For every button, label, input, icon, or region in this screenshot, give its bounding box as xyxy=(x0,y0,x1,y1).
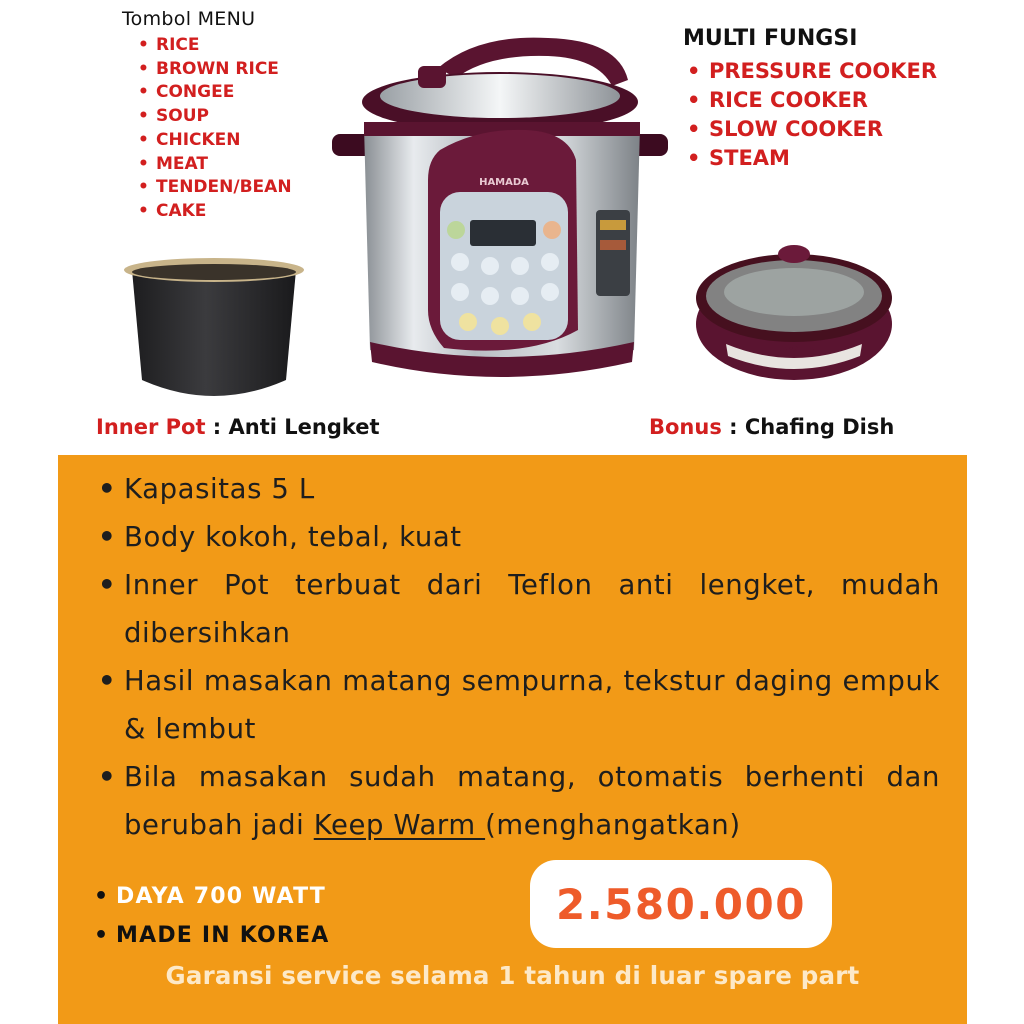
spec-list xyxy=(92,877,329,955)
keep-warm-text: Keep Warm xyxy=(313,809,486,841)
feature-item xyxy=(98,753,940,849)
feature-list xyxy=(98,465,940,849)
panel-button xyxy=(541,283,559,301)
lid-top xyxy=(380,74,620,118)
multi-function-title: MULTI FUNGSI xyxy=(683,26,858,51)
panel-button xyxy=(511,257,529,275)
inner-pot-opening xyxy=(132,264,296,280)
inner-pot-label: Inner Pot xyxy=(96,415,206,439)
panel-button xyxy=(451,283,469,301)
function-item: • PRESSURE COOKER xyxy=(685,57,937,86)
menu-item: • SOUP xyxy=(138,105,292,129)
inner-pot-caption xyxy=(96,415,380,439)
warranty-text: Garansi service selama 1 tahun di luar spare part xyxy=(165,961,860,990)
menu-title: Tombol MENU xyxy=(122,8,256,30)
panel-button xyxy=(481,287,499,305)
panel-button xyxy=(523,313,541,331)
side-label-stripe xyxy=(600,240,626,250)
glass-lid-highlight xyxy=(724,268,864,316)
menu-item: • TENDEN/BEAN xyxy=(138,176,292,200)
feature-item: • Hasil masakan matang sempurna, tekstur daging empuk & lembut xyxy=(98,657,940,753)
lid-knob xyxy=(778,245,810,263)
panel-button xyxy=(491,317,509,335)
menu-item: • BROWN RICE xyxy=(138,58,292,82)
valve xyxy=(418,66,446,88)
menu-block xyxy=(122,8,292,224)
function-item: • SLOW COOKER xyxy=(685,115,937,144)
inner-pot-body xyxy=(132,270,296,396)
panel-button xyxy=(511,287,529,305)
chafing-dish-image xyxy=(692,232,896,392)
bonus-caption xyxy=(649,415,894,439)
multi-function-list xyxy=(685,57,937,173)
bonus-text: : Chafing Dish xyxy=(721,415,895,439)
brand-logo: HAMADA xyxy=(479,177,529,188)
function-item: • RICE COOKER xyxy=(685,86,937,115)
pressure-cooker-image xyxy=(328,30,673,390)
spec-origin: • MADE IN KOREA xyxy=(92,916,329,955)
price-badge xyxy=(530,860,832,948)
panel-button xyxy=(481,257,499,275)
inner-pot-text: : Anti Lengket xyxy=(205,415,380,439)
menu-item: • MEAT xyxy=(138,153,292,177)
menu-item: • CHICKEN xyxy=(138,129,292,153)
multi-function-block xyxy=(683,26,937,173)
menu-list xyxy=(138,34,292,224)
panel-button xyxy=(543,221,561,239)
info-panel xyxy=(58,455,967,1024)
panel-button xyxy=(541,253,559,271)
inner-pot-image xyxy=(118,252,310,410)
dish-brand-logo: HAMADA xyxy=(774,344,814,353)
spec-power: • DAYA 700 WATT xyxy=(92,877,329,916)
panel-button xyxy=(459,313,477,331)
side-label-stripe xyxy=(600,220,626,230)
display-screen xyxy=(470,220,536,246)
menu-item: • CAKE xyxy=(138,200,292,224)
menu-item: • RICE xyxy=(138,34,292,58)
function-item: • STEAM xyxy=(685,144,937,173)
panel-button xyxy=(447,221,465,239)
menu-item: • CONGEE xyxy=(138,81,292,105)
price-value: 2.580.000 xyxy=(556,879,806,929)
feature-item: • Kapasitas 5 L xyxy=(98,465,940,513)
panel-button xyxy=(451,253,469,271)
feature-text: (menghangatkan) xyxy=(485,809,741,841)
bonus-label: Bonus xyxy=(649,415,722,439)
feature-item: • Inner Pot terbuat dari Teflon anti lengket, mudah dibersihkan xyxy=(98,561,940,657)
feature-item: • Body kokoh, tebal, kuat xyxy=(98,513,940,561)
feature-text: Bila masakan sudah matang, otomatis berhenti dan berubah jadi xyxy=(124,761,940,841)
